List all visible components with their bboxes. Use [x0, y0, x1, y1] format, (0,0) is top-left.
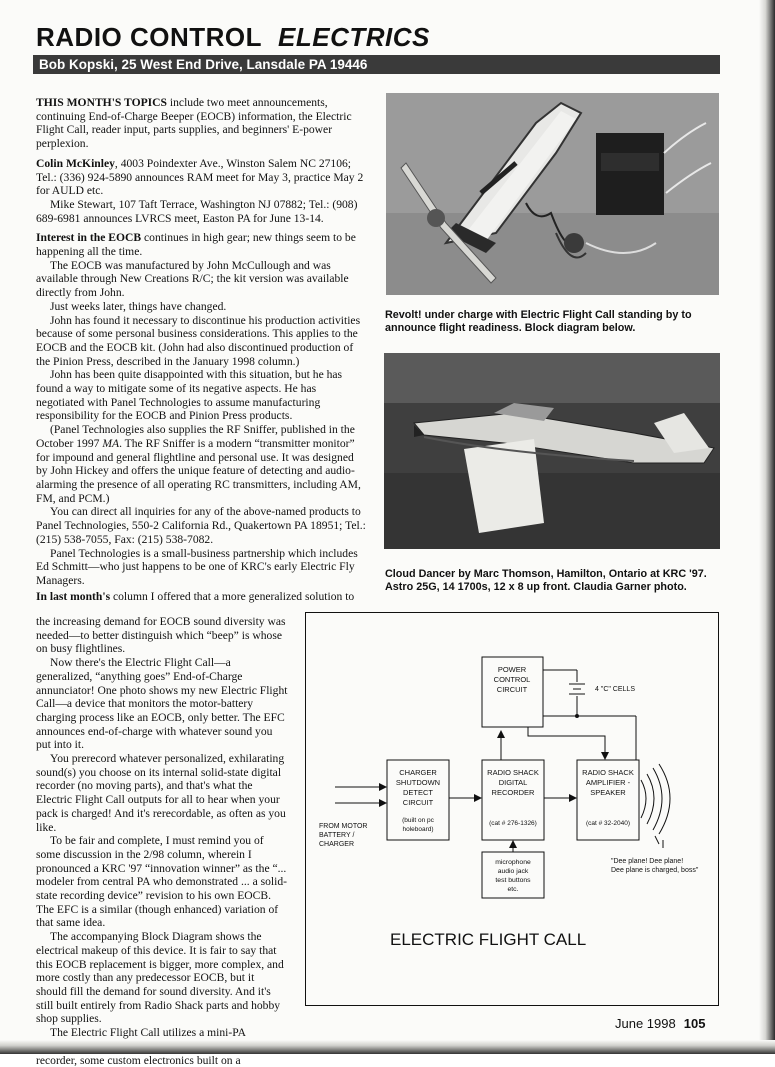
paragraph-last-month-rest: the increasing demand for EOCB sound diversity was needed—to better distinguish which “beep” is whose on busy flightlines.: [36, 615, 286, 656]
issue-date: June 1998: [615, 1016, 676, 1031]
mic-label-2: audio jack: [497, 868, 529, 875]
recorder-label-3: RECORDER: [491, 788, 535, 797]
paragraph-prerecord: You prerecord whatever personalized, exhilarating sound(s) you choose on its internal solid-state digital recorder (no moving parts), and that's what the Electric Flight Call outputs for all to hear when your pack is charged! And it's rerecordable, as often as you like.: [36, 752, 286, 834]
paragraph-weeks-later: Just weeks later, things have changed.: [50, 299, 227, 313]
caption-photo-cloud-dancer: Cloud Dancer by Marc Thomson, Hamilton, Ontario at KRC '97. Astro 25G, 14 1700s, 12 x 8 up front. Claudia Garner photo.: [385, 568, 707, 593]
page-footer: [615, 1016, 705, 1031]
article-column-bottom: [36, 615, 288, 1067]
amp-cat: (cat # 32-2040): [585, 820, 631, 827]
charger-note-2: holeboard): [402, 826, 434, 833]
page-number: 105: [683, 1016, 706, 1031]
column-title: [36, 22, 430, 53]
topics-text: include two meet announcements, continuing End-of-Charge Beeper (EOCB) information, the Electric Flight Call, reader input, parts supplies, and beginners' E-power perplexion.: [36, 96, 352, 151]
recorder-cat: (cat # 276-1326): [489, 820, 537, 827]
amp-label-3: SPEAKER: [590, 788, 626, 797]
from-label-3: CHARGER: [319, 841, 355, 848]
article-last-month-line: [36, 590, 371, 604]
mckinley-lead: Colin McKinley: [36, 156, 115, 170]
diagram-title: ELECTRIC FLIGHT CALL: [390, 930, 587, 949]
rf-sniffer-text-a: (Panel Technologies also supplies the RF Sniffer, published in the October 1997: [36, 423, 355, 450]
charger-label-3: DETECT: [403, 788, 433, 797]
column-title-main: RADIO CONTROL: [36, 22, 263, 52]
recorder-label-1: RADIO SHACK: [487, 768, 539, 777]
article-column-top: [36, 96, 366, 588]
paragraph-partnership: Panel Technologies is a small-business partnership which includes Ed Schmitt—who just happens to be one of KRC's early Electric Fly Managers.: [36, 546, 358, 587]
charger-label-2: SHUTDOWN: [395, 778, 441, 787]
paragraph-efc-intro: Now there's the Electric Flight Call—a generalized, “anything goes” End-of-Charge annunciator! One photo shows my new Electric Flight Call—a device that monitors the motor-battery charging process like an EOCB, only better. The EFC announces end-of-charge with whatever sound you put into it.: [36, 656, 288, 752]
paragraph-rf-sniffer: [36, 423, 366, 505]
quote-line-1: "Dee plane! Dee plane!: [611, 858, 684, 865]
column-title-italic: ELECTRICS: [278, 22, 430, 52]
paragraph-utilizes: The Electric Flight Call utilizes a mini-PA recorder, some custom electronics built on a: [36, 1026, 246, 1067]
quote-line-2: Dee plane is charged, boss": [611, 867, 699, 874]
page-edge-right: [759, 0, 775, 1054]
eocb-text: continues in high gear; new things seem to be happening all the time.: [36, 231, 356, 259]
last-month-text-a: column I offered that a more generalized solution to: [110, 590, 355, 603]
power-label-1: POWER: [497, 665, 527, 674]
author-byline: Bob Kopski, 25 West End Drive, Lansdale PA 19446: [33, 55, 720, 74]
paragraph-eocb-interest: [36, 231, 366, 258]
charger-label-1: CHARGER: [399, 768, 437, 777]
amp-label-2: AMPLIFIER -: [585, 778, 631, 787]
power-label-2: CONTROL: [493, 675, 531, 684]
charger-note-1: (built on pc: [402, 817, 434, 824]
paragraph-panel-tech: John has been quite disappointed with this situation, but he has found a way to mitigate some of its negative aspects. He has negotiated with Panel Technologies to assume manufacturing responsibility for the EOCB and Pinion Press products.: [36, 368, 343, 423]
paragraph-discontinue: John has found it necessary to discontinue his production activities because of some personal business considerations. This applies to the EOCB and the EOCB kit. (John had also discontinued production of the Pinion Press, described in the January 1998 column.): [36, 313, 361, 368]
photo-cloud-dancer-image: [384, 353, 720, 549]
paragraph-topics: [36, 96, 366, 151]
junction-dot: [575, 714, 579, 718]
last-month-lead: In last month's: [36, 590, 111, 603]
photo-revolt-charging: [386, 93, 719, 295]
from-label-2: BATTERY /: [319, 832, 355, 839]
page-edge-bottom: [0, 1040, 775, 1054]
photo-cloud-dancer: [384, 353, 720, 549]
cells-label: 4 "C" CELLS: [595, 686, 635, 693]
paragraph-inquiries: You can direct all inquiries for any of the above-named products to Panel Technologies, 550-2 California Rd., Quakertown PA 18951; Tel.: (215) 538-7055, Fax: (215) 538-7082.: [36, 505, 366, 546]
mic-label-4: etc.: [507, 886, 519, 893]
paragraph-mccullough: The EOCB was manufactured by John McCullough and was available through New Creations R/C; the kit version was available directly from John.: [36, 258, 349, 300]
mckinley-text: , 4003 Poindexter Ave., Winston Salem NC 27106; Tel.: (336) 924-5890 announces RAM meet for May 3, practice May 2 for AULD etc.: [36, 156, 364, 198]
eocb-lead: Interest in the EOCB: [36, 231, 142, 245]
photo-revolt-image: [386, 93, 719, 295]
mic-label-3: test buttons: [495, 877, 531, 884]
from-label-1: FROM MOTOR: [319, 823, 368, 830]
paragraph-fair: To be fair and complete, I must remind you of some discussion in the 2/98 column, wherein I pronounced a KRC '97 “innovation winner” as the “... modeler from central PA who demonstrated ... a solid-state recording device” revision to his own EOCB. The EFC is a similar (though enhanced) variation of that same idea.: [36, 834, 288, 930]
paragraph-block-diagram: The accompanying Block Diagram shows the electrical makeup of this device. It is fair to say that this EOCB replacement is bigger, more complex, and more costly than any predecessor EOCB, but it should fill the demand for sound diversity. And it's still built entirely from Radio Shack parts and hobby shop supplies.: [36, 930, 284, 1026]
topics-lead: THIS MONTH'S TOPICS: [36, 96, 168, 109]
recorder-label-2: DIGITAL: [498, 778, 528, 787]
amp-label-1: RADIO SHACK: [582, 768, 634, 777]
block-diagram: [305, 612, 719, 1006]
paragraph-mckinley: [36, 157, 366, 198]
charger-label-4: CIRCUIT: [402, 798, 434, 807]
ma-title: MA: [102, 436, 120, 450]
rf-sniffer-text-b: . The RF Sniffer is a modern “transmitter monitor” for impound and general flightline and personal use. It was designed by John Hickey and offers the unique feature of detecting and audio-alarming the presence of all operating RC transmitters, including AM, FM, and PCM.): [36, 436, 361, 505]
paragraph-last-month-first-line: [36, 590, 371, 604]
paragraph-stewart: Mike Stewart, 107 Taft Terrace, Washington NJ 07882; Tel.: (908) 689-6981 announces LVRCS meet, Easton PA for June 13-14.: [36, 197, 358, 225]
caption-photo-revolt: Revolt! under charge with Electric Flight Call standing by to announce flight readiness. Block diagram below.: [385, 309, 692, 334]
mic-label-1: microphone: [495, 859, 531, 866]
power-label-3: CIRCUIT: [496, 685, 528, 694]
